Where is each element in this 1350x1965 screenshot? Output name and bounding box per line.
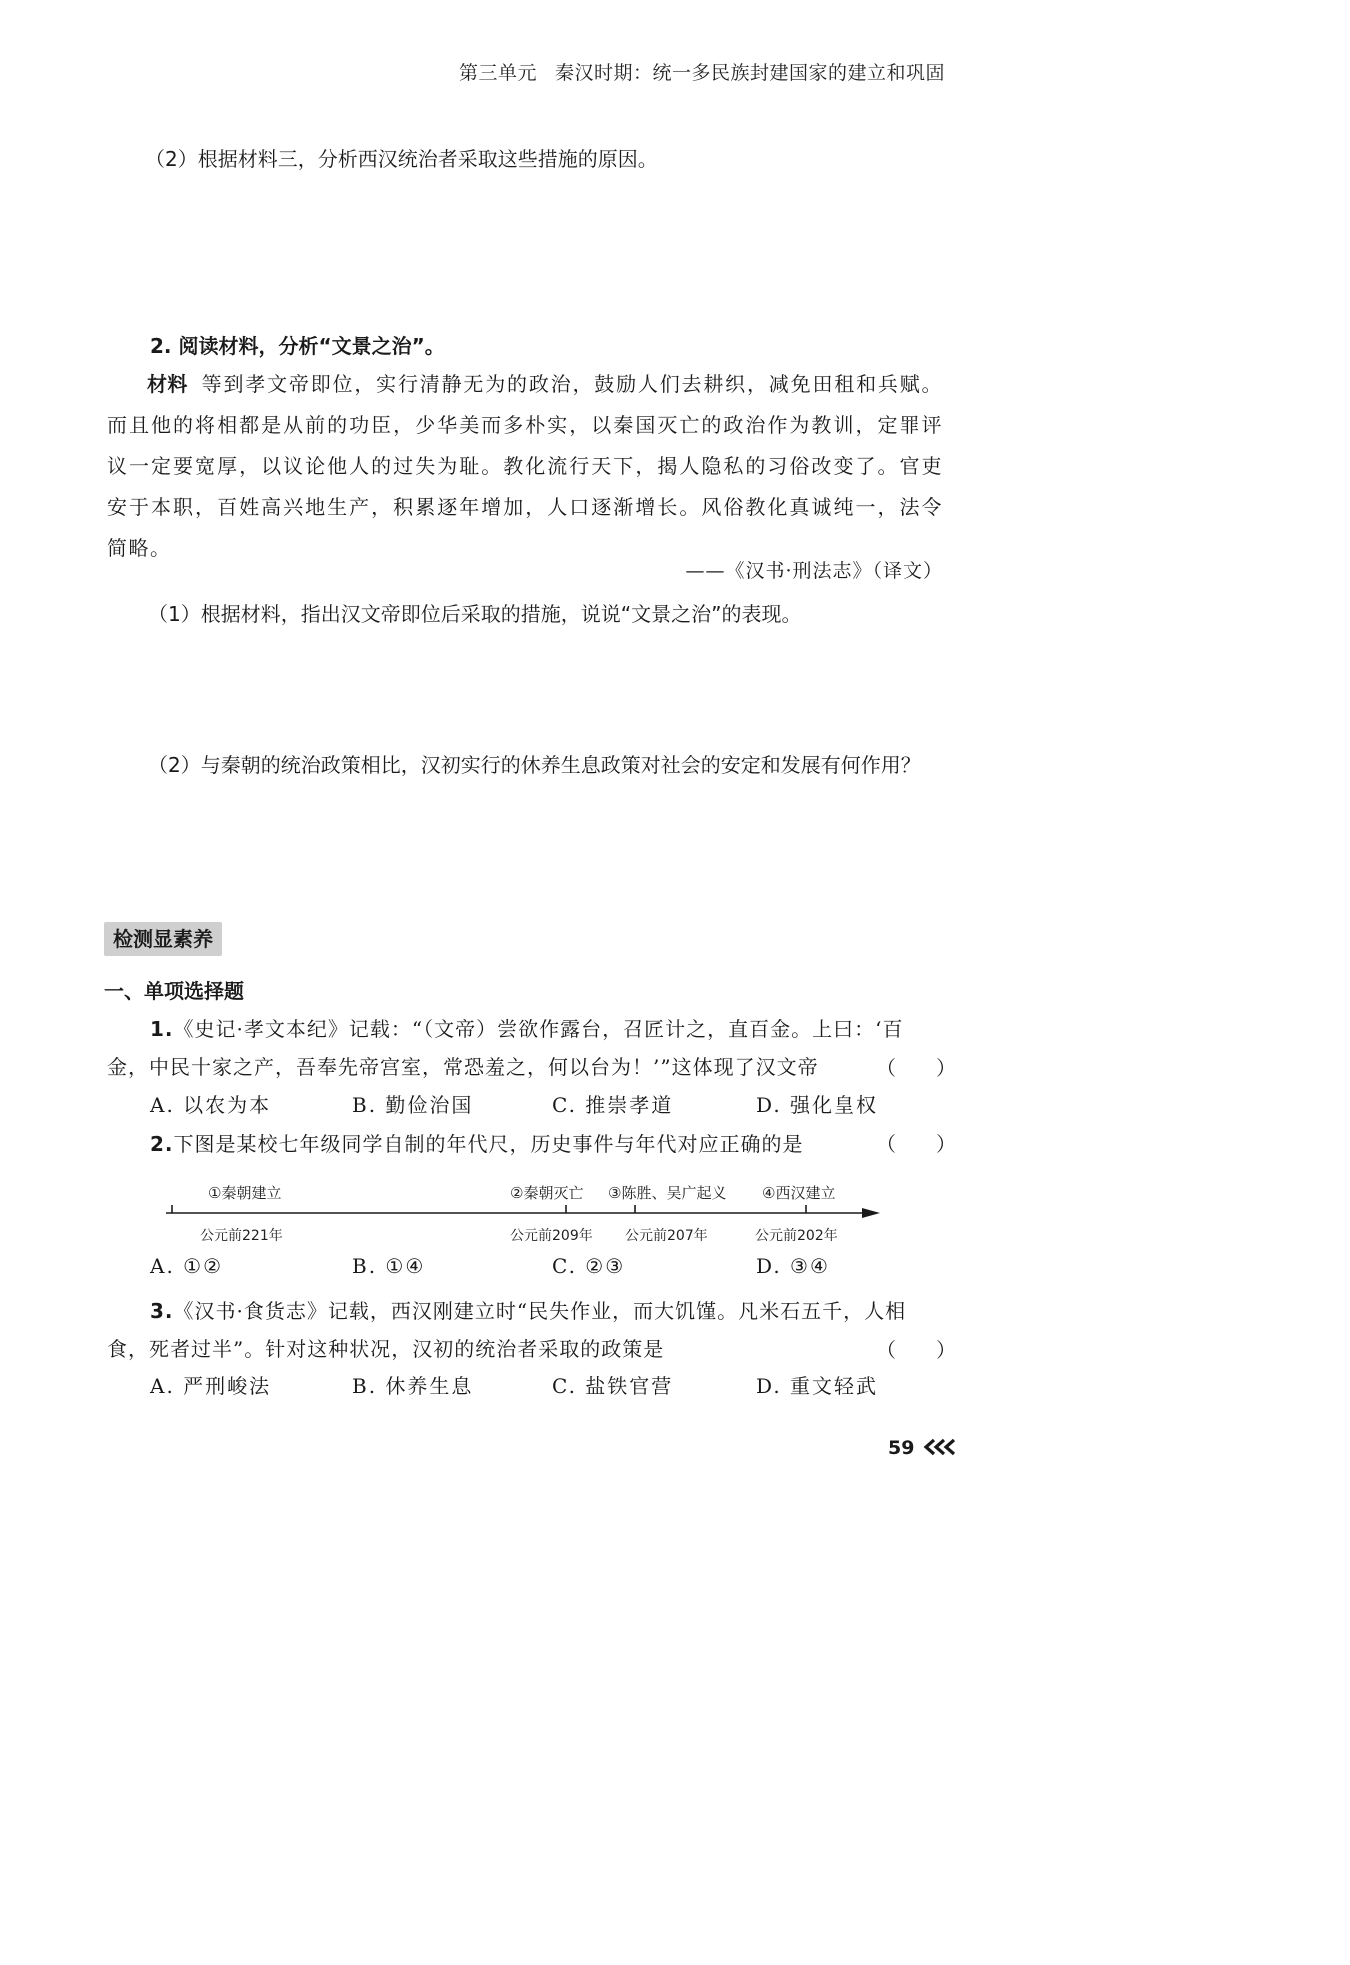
material-text: 等到孝文帝即位，实行清静无为的政治，鼓励人们去耕织，减免田租和兵赋。而且他的将相都是从前的功臣，少华美而多朴实，以秦国灭亡的政治作为教训，定罪评议一定要宽厚，以议论他人的过失为耻。教化流行天下，揭人隐私的习俗改变了。官吏安于本职，百姓高兴地生产，积累逐年增加，人口逐渐增长。风俗教化真诚纯一，法令简略。 [107,372,944,560]
mc1-text: 《史记·孝文本纪》记载：“（文帝）尝欲作露台，召匠计之，直百金。上曰：‘百金，中民十家之产，吾奉先帝宫室，常恐羞之，何以台为！’”这体现了汉文帝 [107,1017,904,1079]
timeline-year-1: 公元前221年 [200,1228,283,1244]
timeline-year-2: 公元前209年 [510,1228,593,1244]
mc1-option-c: C. 推崇孝道 [552,1093,674,1117]
header-unit: 第三单元 [458,62,537,84]
page-number [888,1437,957,1459]
mc2-option-d: D. ③④ [756,1254,830,1278]
q2-title: 2. 阅读材料，分析“文景之治”。 [150,334,445,358]
mc2-answer-bracket: （ ） [876,1132,956,1156]
timeline-event-2: ②秦朝灭亡 [510,1184,584,1202]
q2-part2: （2）与秦朝的统治政策相比，汉初实行的休养生息政策对社会的安定和发展有何作用？ [148,753,921,777]
timeline-event-1: ①秦朝建立 [208,1184,282,1202]
timeline-year-4: 公元前202年 [755,1228,838,1244]
material-source: ——《汉书·刑法志》（译文） [685,560,943,582]
mc2-option-b: B. ①④ [352,1254,426,1278]
mc-question-1 [107,1010,943,1086]
timeline-event-3: ③陈胜、吴广起义 [608,1184,727,1202]
material-label: 材料 [147,372,188,396]
page-number-text: 59 [888,1437,915,1459]
q1-part2: （2）根据材料三，分析西汉统治者采取这些措施的原因。 [145,147,658,171]
timeline-year-3: 公元前207年 [625,1228,708,1244]
mc3-text: 《汉书·食货志》记载，西汉刚建立时“民失作业，而大饥馑。凡米石五千，人相食，死者过半”。针对这种状况，汉初的统治者采取的政策是 [107,1299,907,1361]
mc3-answer-bracket: （ ） [876,1338,956,1362]
header-title: 秦汉时期：统一多民族封建国家的建立和巩固 [554,62,945,84]
mc1-option-a: A. 以农为本 [150,1093,272,1117]
section-title: 一、单项选择题 [104,979,244,1003]
mc3-option-d: D. 重文轻武 [756,1374,879,1398]
mc3-option-a: A. 严刑峻法 [150,1374,272,1398]
mc2-text: 下图是某校七年级同学自制的年代尺，历史事件与年代对应正确的是 [173,1132,804,1156]
mc2-number: 2. [150,1132,174,1156]
mc-question-2 [150,1128,804,1157]
q2-part1: （1）根据材料，指出汉文帝即位后采取的措施，说说“文景之治”的表现。 [148,602,802,626]
mc1-option-d: D. 强化皇权 [756,1093,879,1117]
mc3-option-b: B. 休养生息 [352,1374,474,1398]
triple-chevron-left-icon [923,1438,957,1456]
mc2-option-c: C. ②③ [552,1254,626,1278]
mc1-answer-bracket: （ ） [876,1056,956,1080]
section-badge: 检测显素养 [104,922,222,956]
mc3-number: 3. [150,1299,174,1323]
timeline-event-4: ④西汉建立 [762,1184,836,1202]
mc1-number: 1. [150,1017,174,1041]
timeline-arrow [862,1208,880,1218]
mc1-option-b: B. 勤俭治国 [352,1093,474,1117]
mc3-option-c: C. 盐铁官营 [552,1374,674,1398]
mc-question-3 [107,1292,943,1368]
running-header [459,58,945,85]
mc2-option-a: A. ①② [150,1254,224,1278]
timeline-axis [160,1200,885,1224]
q2-material [107,364,943,569]
